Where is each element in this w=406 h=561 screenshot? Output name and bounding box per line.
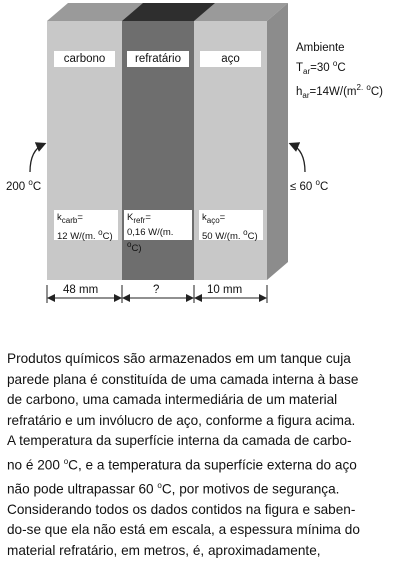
k-symbol: k [57, 212, 62, 223]
k-value: 12 W/(m. [57, 231, 99, 243]
outer-heat-arrow [291, 144, 305, 172]
degree-mark: o [98, 227, 103, 237]
wall-side-face [267, 3, 288, 280]
outer-temperature: ≤ 60 $^o$C [290, 178, 329, 193]
refractory-conductivity: $K_{refr}=$ 0,16 W/(m. $^o$C) [124, 210, 192, 240]
paragraph-line: A temperatura da superfície interna da camada de carbo- [7, 433, 352, 448]
k-unit-end: C) [247, 231, 258, 243]
paragraph-line: Produtos químicos são armazenados em um tanque cuja [7, 351, 351, 366]
ambient-temperature: $T_{ar}=30$ $^o$C [296, 59, 346, 77]
ambient-conditions [296, 40, 404, 104]
degree-mark: o [243, 227, 248, 237]
degree-mark: o [127, 239, 132, 249]
paragraph-line: no é 200 $^o$C, e a temperatura da superfície externa do aço [7, 456, 357, 473]
k-subscript: carb [61, 215, 78, 225]
paragraph-line: de carbono, uma camada intermediária de um material [7, 392, 338, 407]
paragraph-line: do-se que ela não está em escala, a espessura mínima do [7, 522, 360, 538]
inner-temperature: 200 $^o$C [6, 178, 42, 193]
k-subscript: aço [206, 215, 220, 225]
steel-label: aço [200, 51, 261, 67]
paragraph-line: material refratário, em metros, é, aproximadamente, [7, 542, 321, 558]
k-value: 0,16 W/(m. [127, 226, 174, 238]
carbon-label: carbono [54, 51, 115, 67]
carbon-thickness: 48 mm [63, 284, 99, 296]
steel-conductivity: $k_{aço}=$ 50 W/(m. $^o$C) [199, 210, 263, 240]
ambient-title: Ambiente [296, 42, 345, 54]
k-symbol: K [127, 212, 134, 223]
ambient-h-coefficient: $h_{ar}=14W/(m^{2.}$ $^o$C) [296, 83, 383, 101]
paragraph-line: não pode ultrapassar 60 $^o$C, por motivos de segurança. [7, 480, 340, 497]
refractory-label: refratário [127, 51, 189, 67]
paragraph-line: Considerando todos os dados contidos na figura e saben- [7, 501, 356, 517]
k-unit-end: C) [102, 231, 113, 243]
k-value: 50 W/(m. [202, 231, 244, 243]
paragraph-line: refratário e um invólucro de aço, conforme a figura acima. [7, 412, 356, 428]
refractory-thickness: ? [153, 284, 160, 296]
carbon-conductivity: $k_{carb}=$ 12 W/(m. $^o$C) [54, 210, 118, 240]
k-symbol: k [202, 212, 207, 223]
k-subscript: refr [133, 215, 146, 225]
steel-thickness: 10 mm [207, 284, 243, 296]
k-unit-end: C) [131, 243, 142, 255]
paragraph-line: parede plana é constituída de uma camada interna à base [7, 371, 359, 387]
question-paragraph [7, 349, 401, 561]
inner-heat-arrow [30, 144, 44, 172]
